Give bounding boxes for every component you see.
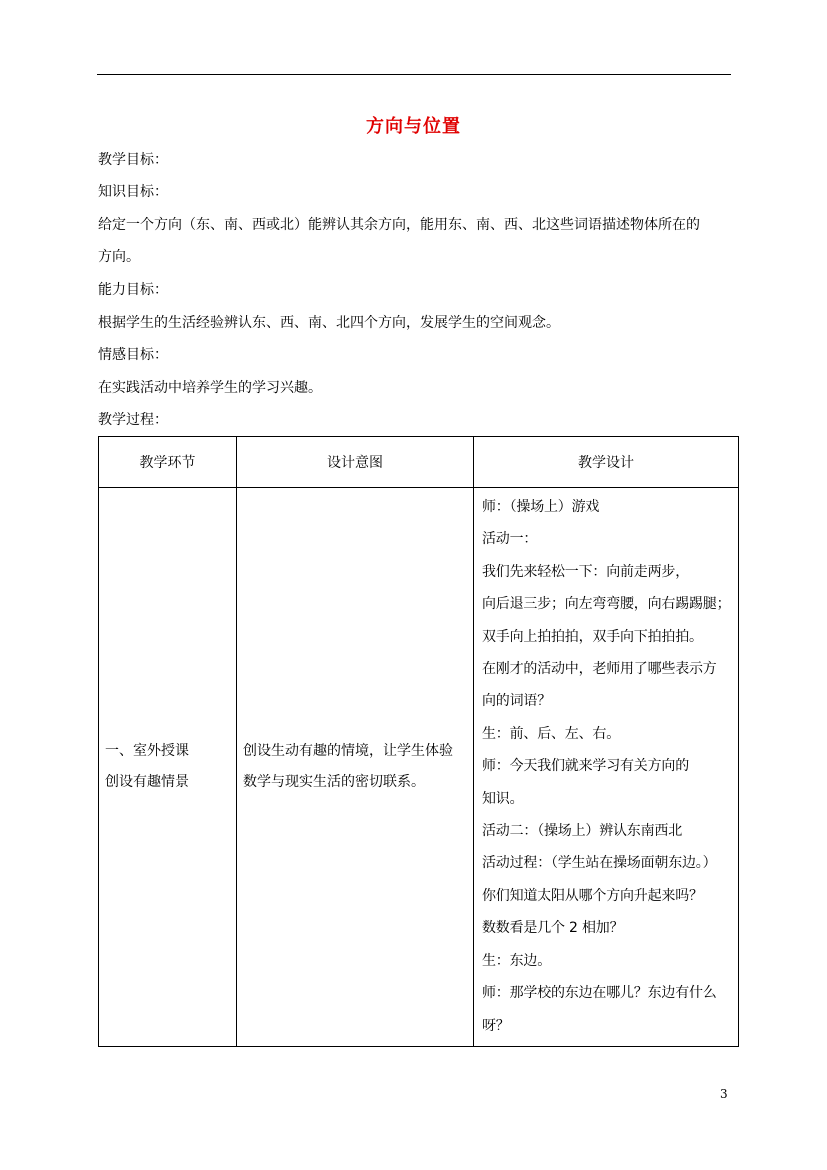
paragraph-emotion-text: 在实践活动中培养学生的学习兴趣。: [98, 380, 322, 396]
design-line: 数数看是几个 2 相加？: [482, 920, 624, 937]
paragraph-ability-text: 根据学生的生活经验辨认东、西、南、北四个方向，发展学生的空间观念。: [98, 315, 560, 331]
paragraph-teaching-process: 教学过程：: [98, 412, 168, 428]
intent-line: 数学与现实生活的密切联系。: [243, 773, 425, 790]
intent-line: 创设生动有趣的情境，让学生体验: [243, 742, 453, 759]
page-number: 3: [720, 1087, 728, 1101]
design-line: 在刚才的活动中，老师用了哪些表示方: [482, 661, 717, 678]
design-line: 呀？: [482, 1017, 510, 1034]
header-intent: 设计意图: [237, 437, 474, 488]
design-line: 向后退三步；向左弯弯腰，向右踢踢腿；: [482, 596, 731, 613]
paragraph-ability-goals: 能力目标：: [98, 282, 168, 298]
paragraph-knowledge-goals: 知识目标：: [98, 184, 168, 200]
design-line: 生：前、后、左、右。: [482, 725, 620, 742]
lesson-plan-table: [98, 436, 739, 1047]
paragraph-teaching-goals: 教学目标：: [98, 152, 168, 168]
design-line: 活动二：（操场上）辨认东南西北: [482, 823, 682, 840]
design-line: 我们先来轻松一下：向前走两步，: [482, 563, 689, 580]
paragraph-emotion-goals: 情感目标：: [98, 347, 168, 363]
intent-cell: [237, 488, 474, 1047]
design-line: 知识。: [482, 790, 524, 807]
stage-line: 一、室外授课: [105, 742, 189, 759]
table-header-row: [99, 437, 739, 488]
header-stage: 教学环节: [99, 437, 237, 488]
design-line: 师：（操场上）游戏: [482, 499, 600, 515]
design-line: 活动一：: [482, 531, 538, 548]
design-line: 师：今天我们就来学习有关方向的: [482, 758, 689, 775]
design-line: 向的词语？: [482, 693, 551, 710]
design-line: 生：东边。: [482, 952, 551, 969]
design-line: 活动过程：（学生站在操场面朝东边。）: [482, 855, 717, 872]
paragraph-knowledge-text-cont: 方向。: [98, 249, 140, 265]
stage-line: 创设有趣情景: [105, 773, 189, 790]
header-design: 教学设计: [474, 437, 739, 488]
design-cell: [474, 488, 739, 1047]
design-line: 师：那学校的东边在哪儿？东边有什么: [482, 985, 717, 1002]
document-title: 方向与位置: [366, 116, 461, 137]
design-line: 你们知道太阳从哪个方向升起来吗？: [482, 887, 703, 904]
paragraph-knowledge-text: 给定一个方向（东、南、西或北）能辨认其余方向，能用东、南、西、北这些词语描述物体所在的: [98, 217, 700, 233]
design-line: 双手向上拍拍拍，双手向下拍拍拍。: [482, 628, 703, 645]
header-rule: [97, 74, 731, 75]
table-row: [99, 488, 739, 1047]
stage-cell: [99, 488, 237, 1047]
